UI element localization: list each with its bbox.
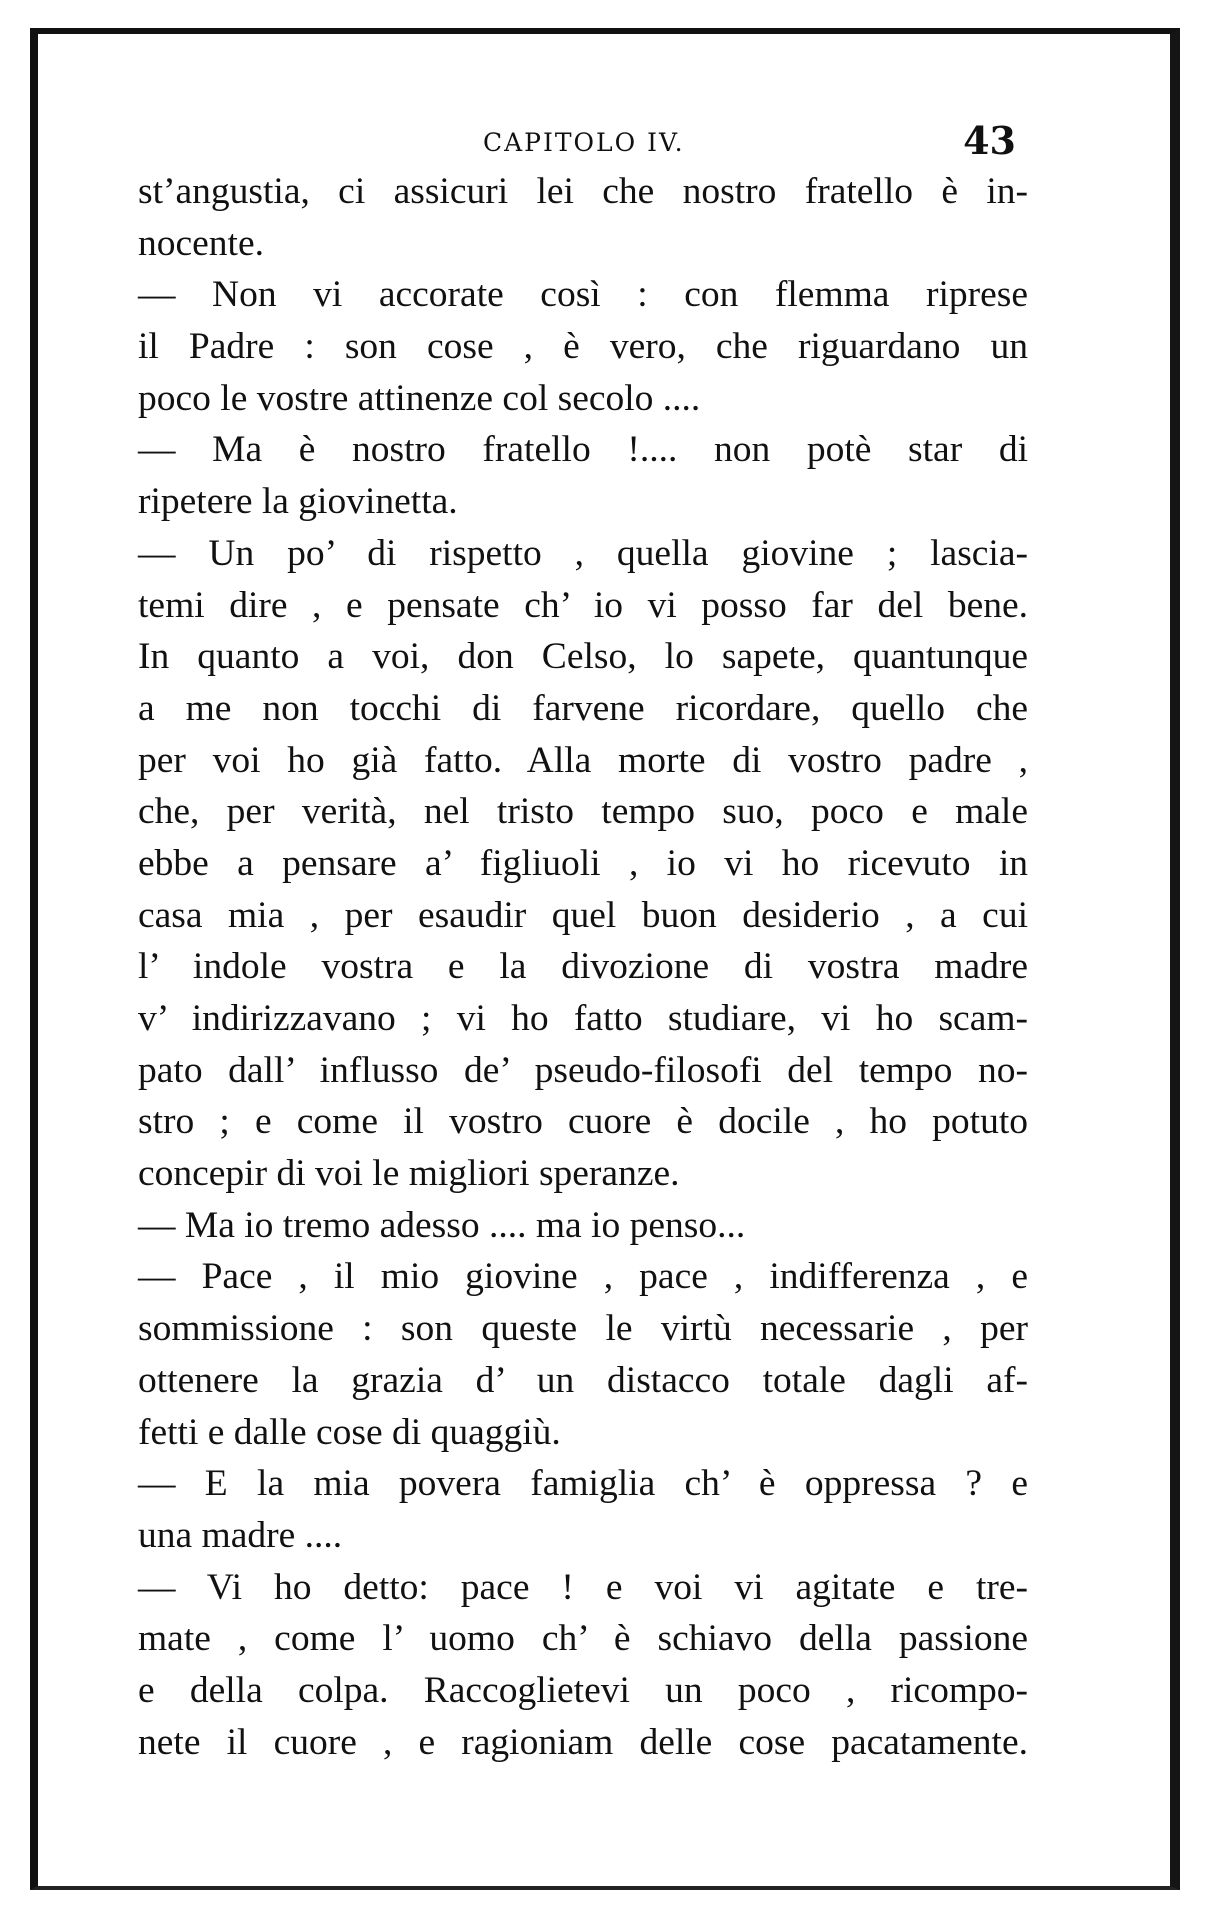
text-line: — Ma è nostro fratello !.... non potè star di: [138, 429, 1028, 471]
text-line: st’angustia, ci assicuri lei che nostro fratello è in-: [138, 171, 1028, 212]
text-line: In quanto a voi, don Celso, lo sapete, quantunque: [138, 636, 1028, 678]
text-line: il Padre : son cose , è vero, che riguardano un: [138, 326, 1028, 368]
text-line: nete il cuore , e ragioniam delle cose pacatamente.: [138, 1721, 1028, 1763]
text-line: — Non vi accorate così : con flemma riprese: [138, 274, 1028, 316]
running-title: CAPITOLO IV.: [483, 128, 685, 157]
text-line: ebbe a pensare a’ figliuoli , io vi ho ricevuto in: [138, 842, 1028, 884]
page-number: 43: [963, 118, 1016, 163]
text-line: concepir di voi le migliori speranze.: [138, 1153, 680, 1195]
text-line: fetti e dalle cose di quaggiù.: [138, 1411, 561, 1453]
text-line: stro ; e come il vostro cuore è docile , ho potuto: [138, 1101, 1028, 1143]
text-line: per voi ho già fatto. Alla morte di vostro padre ,: [138, 739, 1028, 781]
text-line: casa mia , per esaudir quel buon desiderio , a cui: [138, 894, 1028, 936]
text-line: — Ma io tremo adesso .... ma io penso...: [138, 1204, 746, 1246]
text-line: v’ indirizzavano ; vi ho fatto studiare, vi ho scam-: [138, 998, 1028, 1039]
text-line: pato dall’ influsso de’ pseudo-filosofi del tempo no-: [138, 1049, 1028, 1091]
text-line: poco le vostre attinenze col secolo ....: [138, 377, 701, 419]
text-line: — Un po’ di rispetto , quella giovine ; lascia-: [138, 532, 1028, 574]
text-line: ripetere la giovinetta.: [138, 481, 458, 523]
page-header: [138, 118, 1028, 168]
text-line: sommissione : son queste le virtù necessarie , per: [138, 1308, 1028, 1350]
text-line: nocente.: [138, 222, 264, 264]
text-line: che, per verità, nel tristo tempo suo, poco e male: [138, 791, 1028, 833]
text-line: a me non tocchi di farvene ricordare, quello che: [138, 687, 1028, 729]
text-line: mate , come l’ uomo ch’ è schiavo della passione: [138, 1618, 1028, 1660]
text-line: — E la mia povera famiglia ch’ è oppressa ? e: [138, 1463, 1028, 1505]
text-line: — Vi ho detto: pace ! e voi vi agitate e tre-: [138, 1566, 1028, 1608]
body-text: [138, 166, 1028, 1768]
text-line: una madre ....: [138, 1514, 343, 1556]
text-line: e della colpa. Raccoglietevi un poco , ricompo-: [138, 1669, 1028, 1711]
text-line: l’ indole vostra e la divozione di vostra madre: [138, 946, 1028, 988]
text-line: — Pace , il mio giovine , pace , indifferenza , e: [138, 1256, 1028, 1298]
text-line: ottenere la grazia d’ un distacco totale dagli af-: [138, 1359, 1028, 1401]
text-line: temi dire , e pensate ch’ io vi posso far del bene.: [138, 584, 1028, 626]
